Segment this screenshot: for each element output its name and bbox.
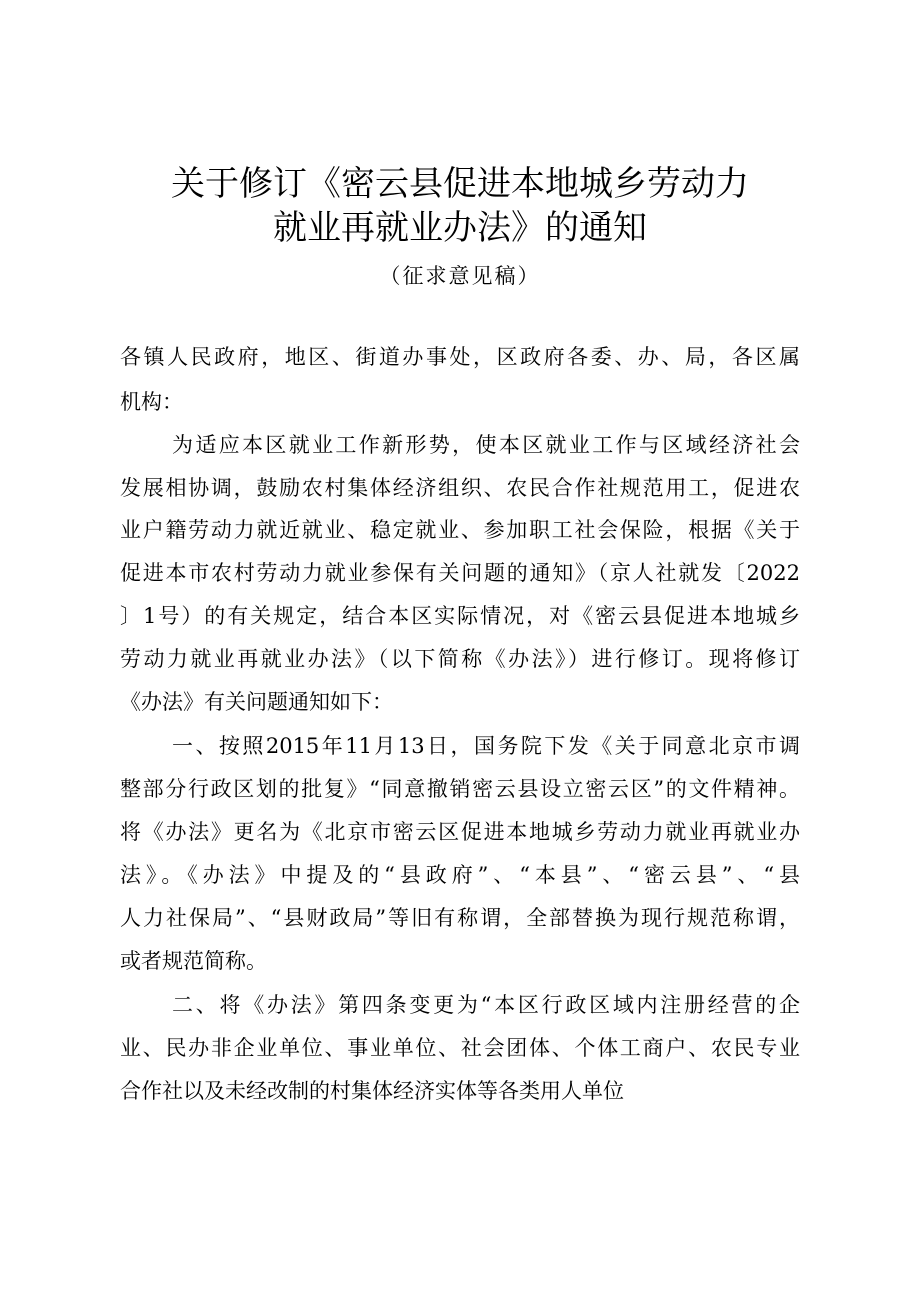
body-line: 整部分行政区划的批复》“同意撤销密云县设立密云区”的文件精神。 (120, 777, 800, 801)
body-line: 一、按照2015年11月13日，国务院下发《关于同意北京市调 (172, 734, 800, 758)
body-line: 促进本市农村劳动力就业参保有关问题的通知》（京人社就发〔2022 (120, 561, 800, 585)
body-line: 合作社以及未经改制的村集体经济实体等各类用人单位 (120, 1079, 624, 1103)
body-line: 人力社保局”、“县财政局”等旧有称谓，全部替换为现行规范称谓， (120, 906, 800, 930)
body-line: 各镇人民政府，地区、街道办事处，区政府各委、办、局，各区属 (120, 345, 800, 369)
body-line: 《办法》有关问题通知如下： (120, 690, 393, 714)
document-subtitle: （征求意见稿） (379, 264, 541, 288)
body-line: 〕1号）的有关规定，结合本区实际情况，对《密云县促进本地城乡 (120, 604, 800, 628)
body-line: 业户籍劳动力就近就业、稳定就业、参加职工社会保险，根据《关于 (120, 518, 800, 542)
body-line: 劳动力就业再就业办法》（以下简称《办法》）进行修订。现将修订 (120, 647, 800, 671)
body-line: 法》。《办法》中提及的“县政府”、“本县”、“密云县”、“县 (120, 863, 800, 887)
body-line: 或者规范简称。 (120, 949, 267, 973)
body-line: 为适应本区就业工作新形势，使本区就业工作与区域经济社会 (172, 433, 800, 457)
document-title-line-2: 就业再就业办法》的通知 (273, 208, 647, 248)
body-line: 发展相协调，鼓励农村集体经济组织、农民合作社规范用工，促进农 (120, 476, 800, 500)
body-line: 业、民办非企业单位、事业单位、社会团体、个体工商户、农民专业 (120, 1036, 800, 1060)
body-line: 机构： (120, 390, 183, 414)
document-title-line-1: 关于修订《密云县促进本地城乡劳动力 (171, 164, 749, 204)
body-line: 将《办法》更名为《北京市密云区促进本地城乡劳动力就业再就业办 (120, 820, 800, 844)
body-line: 二、将《办法》第四条变更为“本区行政区域内注册经营的企 (172, 993, 800, 1017)
